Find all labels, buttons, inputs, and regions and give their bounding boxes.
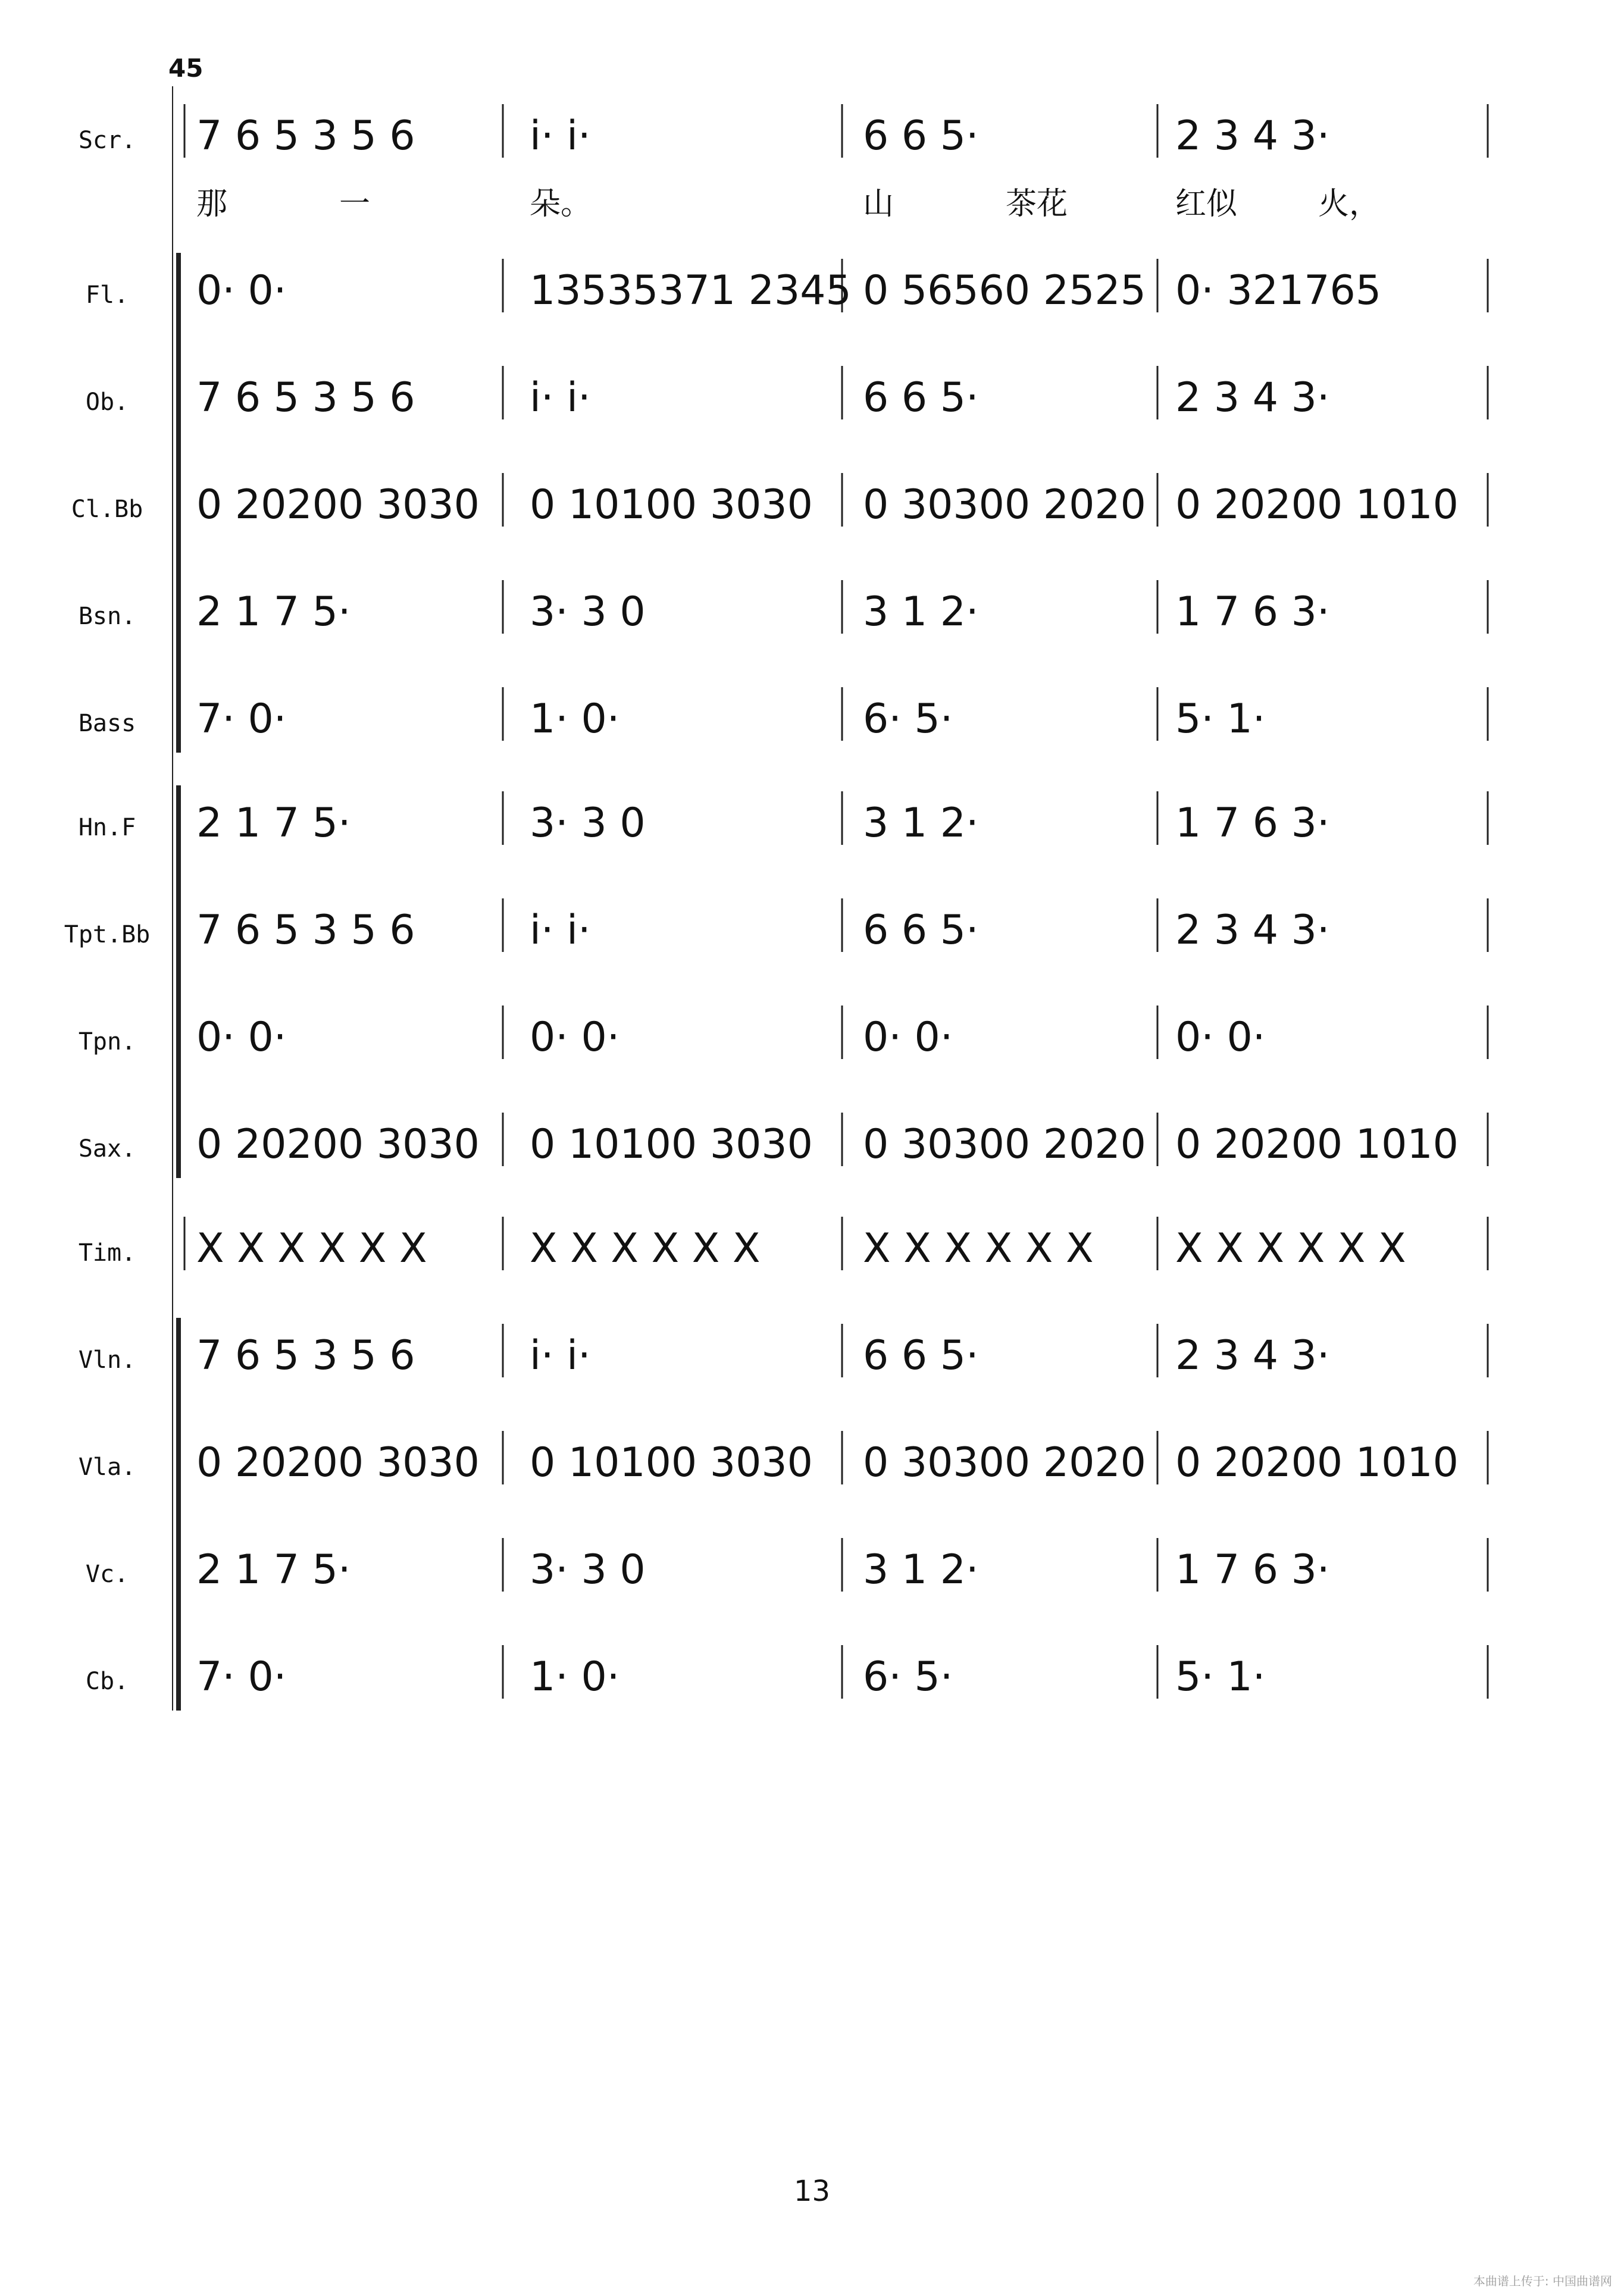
lyric: 茶花 — [1006, 186, 1068, 222]
measure-notes: 1 7 6 3· — [1175, 1546, 1330, 1593]
measure-notes: 6 6 5· — [863, 1332, 979, 1379]
measure-notes: 7 6 5 3 5 6 — [196, 374, 415, 421]
measure-notes: 5· 1· — [1175, 696, 1266, 743]
instrument-label: Vla. — [78, 1454, 136, 1481]
measure-notes: 7 6 5 3 5 6 — [196, 1332, 415, 1379]
measure-notes: 7 6 5 3 5 6 — [196, 112, 415, 159]
measure-notes: 0· 0· — [530, 1014, 620, 1061]
page-number: 13 — [793, 2175, 831, 2208]
measure-notes: 2 1 7 5· — [196, 588, 351, 635]
instrument-label: Sax. — [78, 1135, 136, 1163]
measure-notes: 0· 0· — [863, 1014, 953, 1061]
measure-notes: X X X X X X — [530, 1225, 761, 1272]
measure-notes: 2 3 4 3· — [1175, 112, 1330, 159]
measure-notes: 0· 321765 — [1175, 267, 1382, 314]
measure-notes: 0· 0· — [1175, 1014, 1266, 1061]
instrument-label: Bass — [78, 710, 136, 737]
instrument-label: Bsn. — [78, 603, 136, 630]
lyric: 那 — [196, 186, 228, 222]
lyric: 山 — [863, 186, 894, 222]
measure-notes: 2 3 4 3· — [1175, 1332, 1330, 1379]
measure-notes: 0· 0· — [196, 1014, 287, 1061]
measure-notes: X X X X X X — [1175, 1225, 1406, 1272]
measure-notes: 0 10100 3030 — [530, 1439, 813, 1486]
measure-notes: 7· 0· — [196, 1653, 287, 1700]
measure-notes: 1 7 6 3· — [1175, 800, 1330, 847]
measure-notes: 13535371 2345 — [530, 267, 852, 314]
measure-notes: 2 3 4 3· — [1175, 907, 1330, 954]
measure-notes: 3· 3 0 — [530, 800, 646, 847]
instrument-label: Tpt.Bb — [64, 921, 151, 948]
measure-notes: 2 1 7 5· — [196, 800, 351, 847]
measure-notes: i· i· — [530, 374, 591, 421]
measure-notes: 0 20200 1010 — [1175, 481, 1459, 528]
lyric: 朵。 — [530, 186, 592, 222]
measure-notes: i· i· — [530, 112, 591, 159]
footer-watermark: 本曲谱上传于: 中国曲谱网 — [1473, 2274, 1612, 2288]
measure-notes: 6 6 5· — [863, 907, 979, 954]
instrument-label: Ob. — [85, 389, 129, 416]
measure-number: 45 — [168, 54, 204, 83]
measure-notes: 3 1 2· — [863, 1546, 979, 1593]
measure-notes: 1· 0· — [530, 1653, 620, 1700]
measure-notes: 0 56560 2525 — [863, 267, 1146, 314]
instrument-label: Scr. — [78, 127, 136, 154]
measure-notes: 7· 0· — [196, 696, 287, 743]
measure-notes: 7 6 5 3 5 6 — [196, 907, 415, 954]
measure-notes: 6· 5· — [863, 696, 953, 743]
instrument-label: Cl.Bb — [71, 496, 143, 523]
measure-notes: 6 6 5· — [863, 112, 979, 159]
instrument-label: Cb. — [85, 1668, 129, 1695]
instrument-label: Tim. — [78, 1239, 136, 1267]
measure-notes: 3· 3 0 — [530, 1546, 646, 1593]
lyric: 一 — [339, 186, 371, 222]
measure-notes: 3· 3 0 — [530, 588, 646, 635]
measure-notes: 2 1 7 5· — [196, 1546, 351, 1593]
measure-notes: 1· 0· — [530, 696, 620, 743]
instrument-label: Hn.F — [78, 814, 136, 841]
lyric: 火， — [1318, 186, 1381, 222]
measure-notes: 0 20200 1010 — [1175, 1439, 1459, 1486]
measure-notes: 3 1 2· — [863, 800, 979, 847]
measure-notes: 6· 5· — [863, 1653, 953, 1700]
measure-notes: i· i· — [530, 907, 591, 954]
measure-notes: 0 10100 3030 — [530, 481, 813, 528]
instrument-label: Fl. — [85, 281, 129, 309]
measure-notes: 0 20200 3030 — [196, 481, 480, 528]
measure-notes: 2 3 4 3· — [1175, 374, 1330, 421]
measure-notes: 0 20200 3030 — [196, 1121, 480, 1168]
measure-notes: X X X X X X — [863, 1225, 1094, 1272]
measure-notes: 1 7 6 3· — [1175, 588, 1330, 635]
measure-notes: 6 6 5· — [863, 374, 979, 421]
instrument-label: Vc. — [85, 1561, 129, 1588]
measure-notes: 0 20200 3030 — [196, 1439, 480, 1486]
measure-notes: 0· 0· — [196, 267, 287, 314]
measure-notes: 5· 1· — [1175, 1653, 1266, 1700]
measure-notes: 3 1 2· — [863, 588, 979, 635]
measure-notes: 0 30300 2020 — [863, 1121, 1146, 1168]
instrument-label: Vln. — [78, 1346, 136, 1374]
measure-notes: 0 30300 2020 — [863, 1439, 1146, 1486]
measure-notes: i· i· — [530, 1332, 591, 1379]
lyric: 红似 — [1175, 186, 1238, 222]
measure-notes: X X X X X X — [196, 1225, 427, 1272]
measure-notes: 0 20200 1010 — [1175, 1121, 1459, 1168]
measure-notes: 0 30300 2020 — [863, 481, 1146, 528]
instrument-label: Tpn. — [78, 1028, 136, 1055]
measure-notes: 0 10100 3030 — [530, 1121, 813, 1168]
